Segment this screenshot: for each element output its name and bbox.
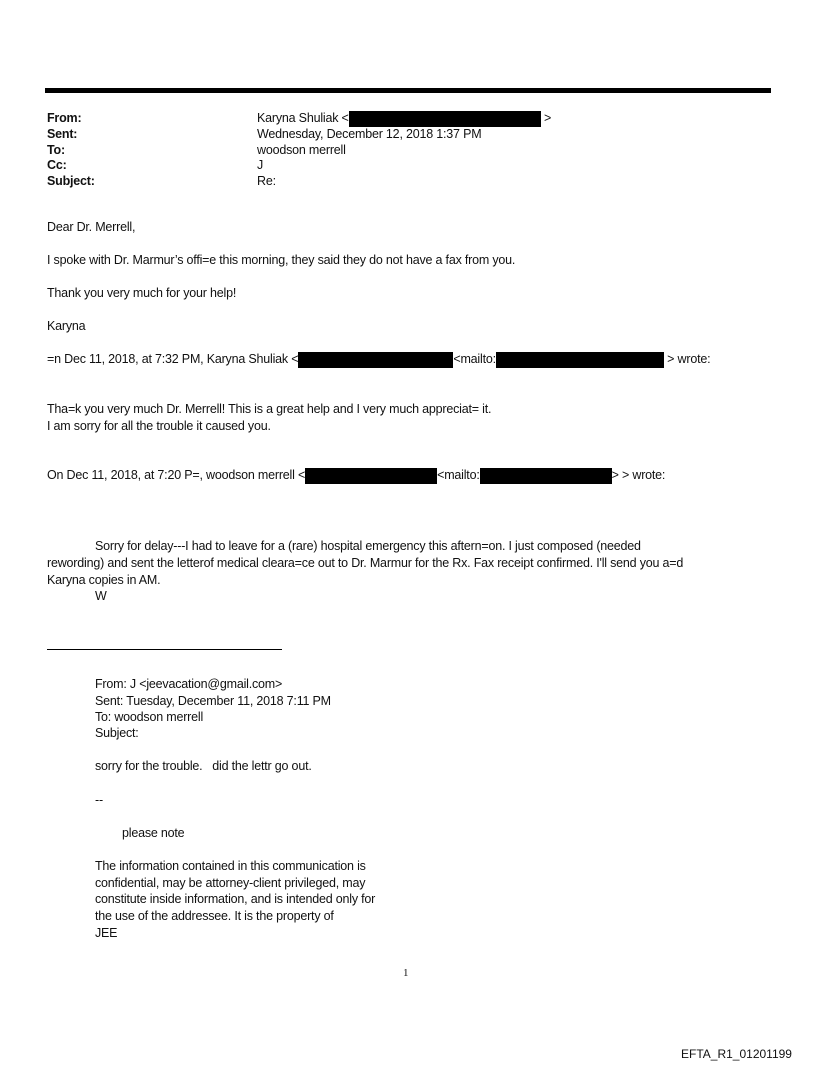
cc-value: J — [257, 158, 264, 172]
quote-line: Tha=k you very much Dr. Merrell! This is a great help and I very much appreciat= it. — [47, 402, 492, 416]
subject-value: Re: — [257, 174, 276, 188]
fwd-message: sorry for the trouble. did the lettr go out. — [95, 759, 312, 773]
quote-header: =n Dec 11, 2018, at 7:32 PM, Karyna Shuliak < <mailto: > wrote: — [47, 352, 711, 366]
quote-line: Karyna copies in AM. — [47, 573, 161, 587]
from-label: From: — [47, 111, 82, 125]
fwd-from: From: J <jeevacation@gmail.com> — [95, 677, 283, 691]
quote-line: I am sorry for all the trouble it caused you. — [47, 419, 271, 433]
disclaimer-line: the use of the addressee. It is the property of — [95, 909, 334, 923]
quote-header: On Dec 11, 2018, at 7:20 P=, woodson merrell < <mailto: > > wrote: — [47, 468, 666, 482]
subject-label: Subject: — [47, 174, 95, 188]
redaction — [349, 111, 541, 127]
sent-value: Wednesday, December 12, 2018 1:37 PM — [257, 127, 482, 141]
fwd-sent: Sent: Tuesday, December 11, 2018 7:11 PM — [95, 694, 331, 708]
disclaimer-line: confidential, may be attorney-client privileged, may — [95, 876, 366, 890]
fwd-note: please note — [122, 826, 185, 840]
disclaimer-line: JEE — [95, 926, 118, 940]
greeting: Dear Dr. Merrell, — [47, 220, 136, 234]
from-value: Karyna Shuliak < > — [257, 111, 552, 125]
quote-line: Sorry for delay---I had to leave for a (rare) hospital emergency this aftern=on. I just composed (needed — [95, 539, 641, 553]
redaction — [496, 352, 664, 368]
redaction — [305, 468, 437, 484]
separator-rule — [47, 649, 282, 650]
sent-label: Sent: — [47, 127, 78, 141]
document-id: EFTA_R1_01201199 — [681, 1047, 792, 1061]
to-label: To: — [47, 143, 65, 157]
paragraph: I spoke with Dr. Marmur’s offi=e this morning, they said they do not have a fax from you. — [47, 253, 516, 267]
page-number: 1 — [403, 967, 409, 979]
paragraph: Thank you very much for your help! — [47, 286, 237, 300]
quote-signature: W — [95, 589, 107, 603]
fwd-dashes: -- — [95, 793, 103, 807]
disclaimer-line: constitute inside information, and is intended only for — [95, 892, 376, 906]
fwd-subject: Subject: — [95, 726, 139, 740]
to-value: woodson merrell — [257, 143, 346, 157]
redaction — [480, 468, 612, 484]
redaction — [298, 352, 453, 368]
signature: Karyna — [47, 319, 86, 333]
disclaimer-line: The information contained in this communication is — [95, 859, 366, 873]
fwd-to: To: woodson merrell — [95, 710, 204, 724]
header-rule — [45, 88, 771, 93]
quote-line: rewording) and sent the letterof medical cleara=ce out to Dr. Marmur for the Rx. Fax receipt confirmed. I'll send you a=d — [47, 556, 684, 570]
cc-label: Cc: — [47, 158, 67, 172]
